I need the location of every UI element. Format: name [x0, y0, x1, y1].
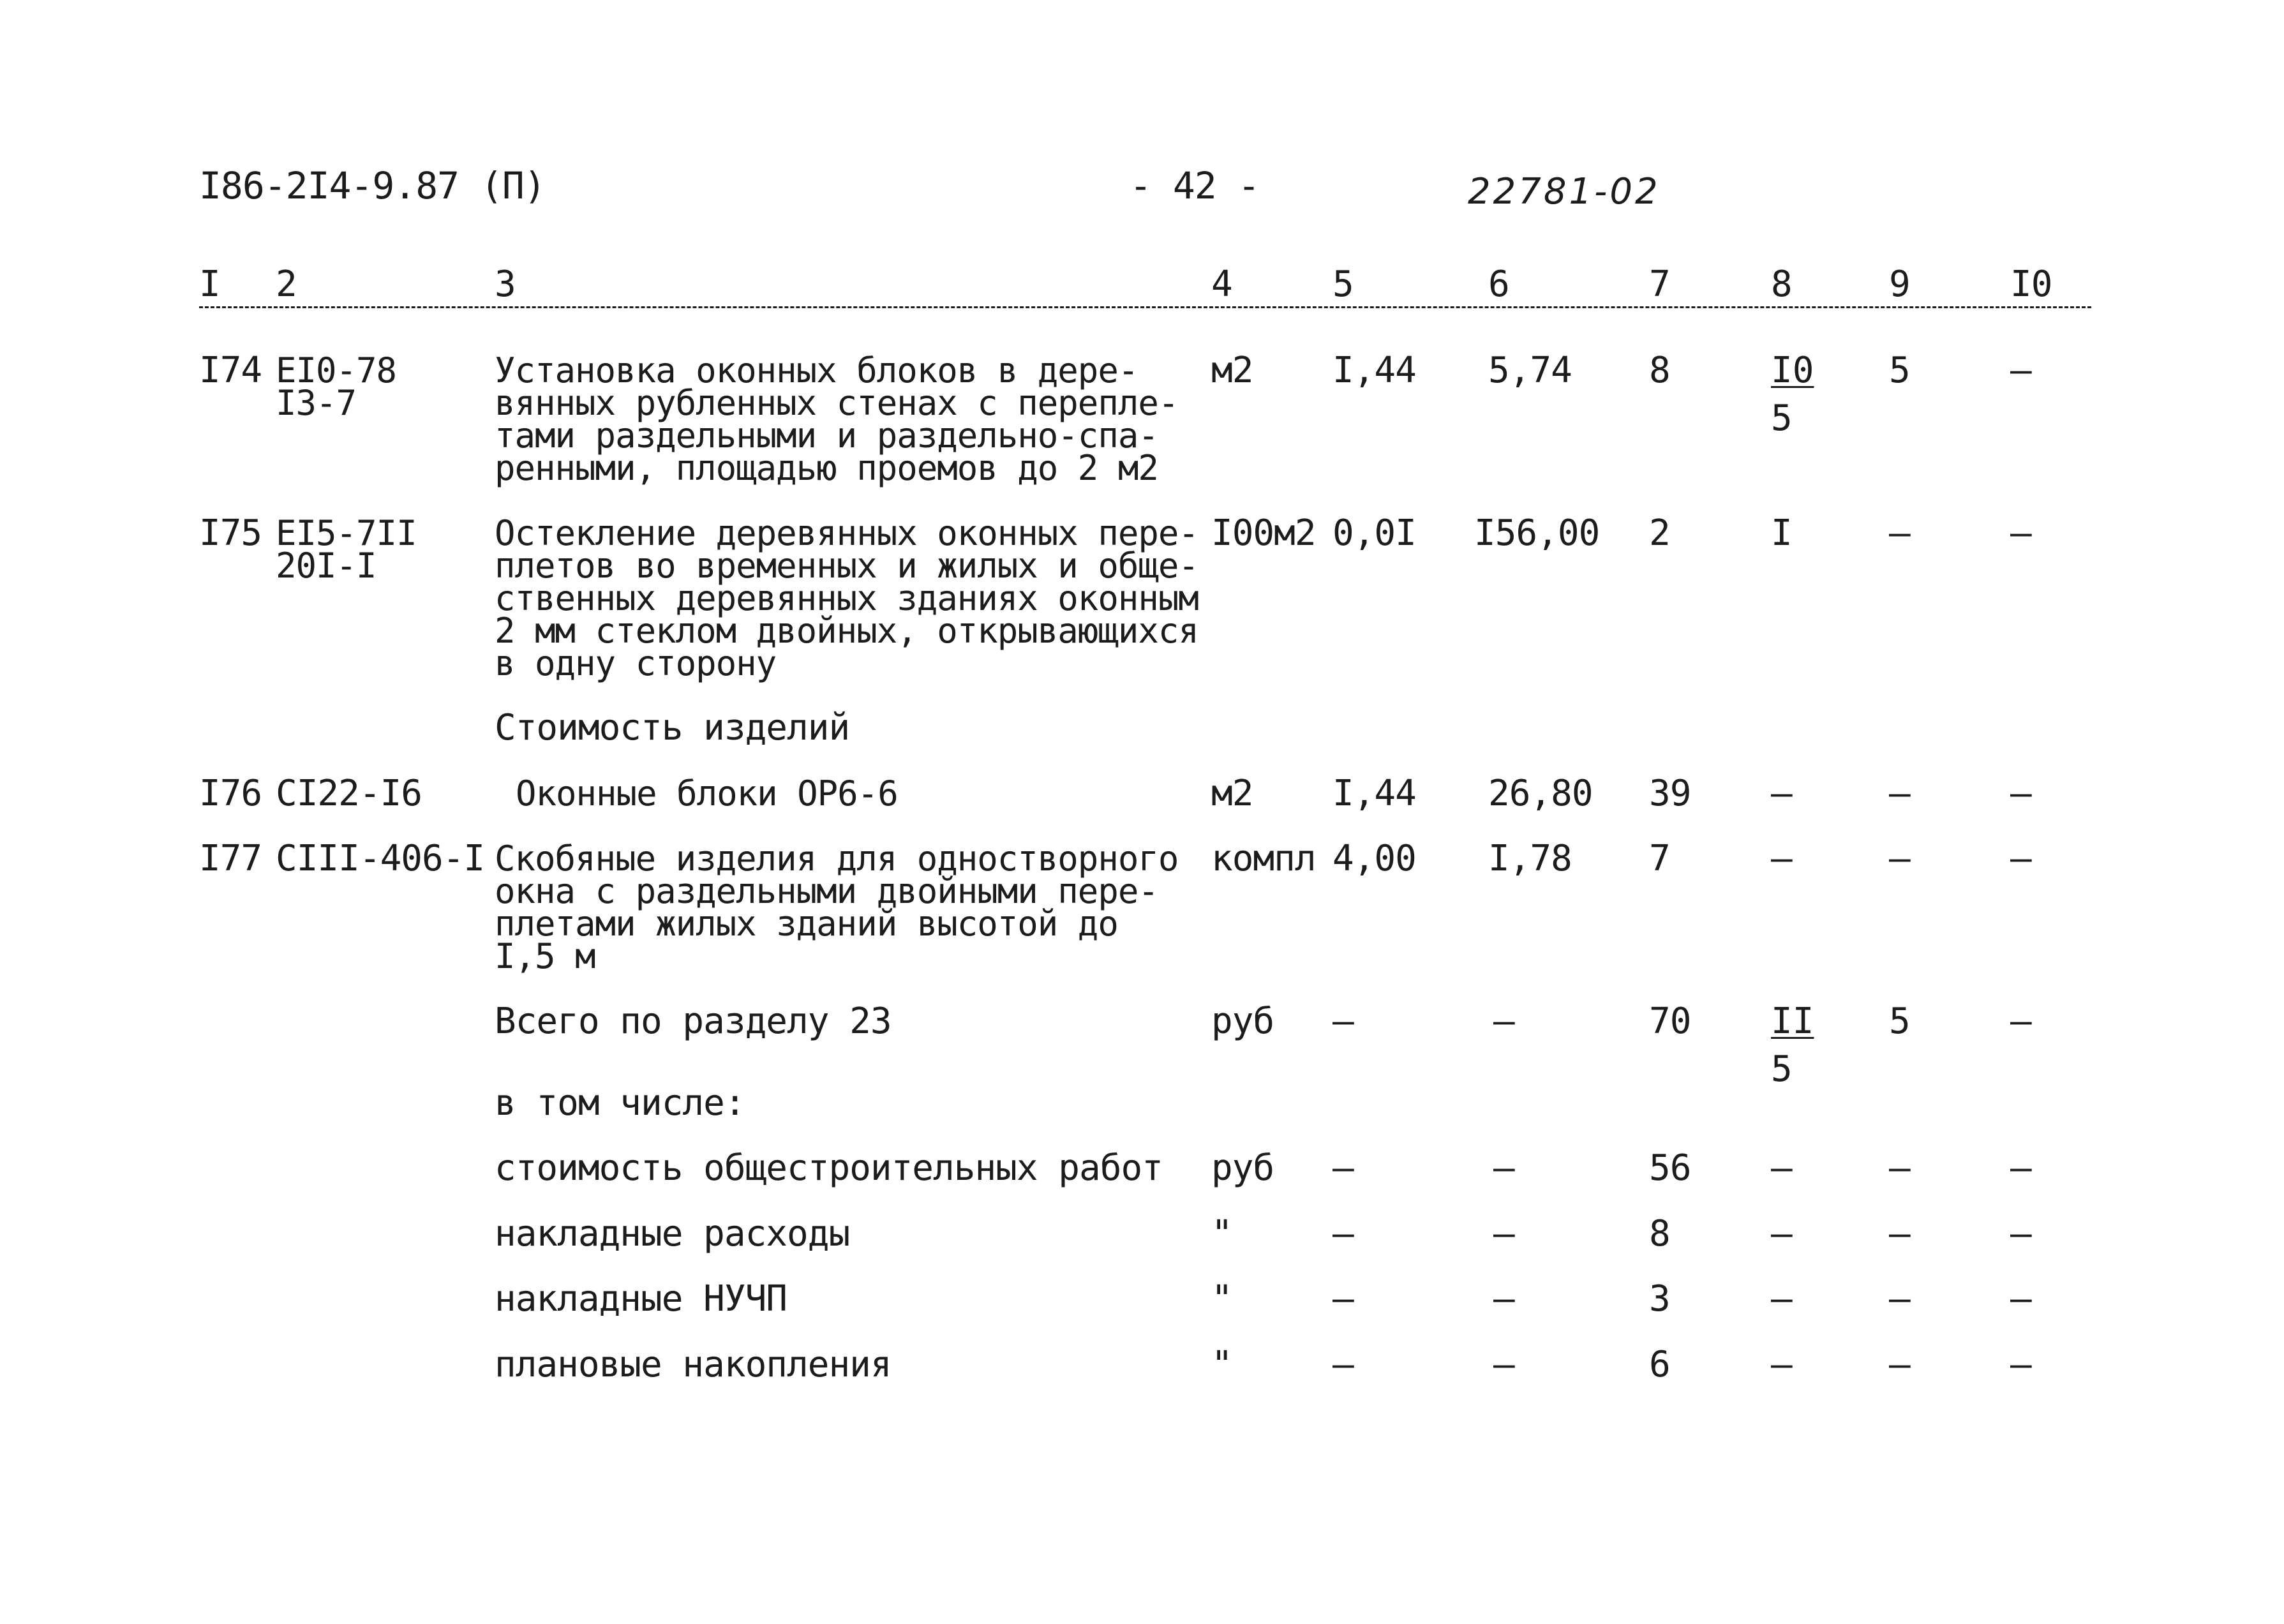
quantity: –: [1332, 1213, 1354, 1255]
column-7-value: 39: [1649, 773, 1691, 814]
column-9-value: –: [1889, 1278, 1910, 1320]
norm-code: ЕI5-7II 20I-I: [276, 513, 417, 586]
column-9-value: –: [1889, 1147, 1910, 1189]
total-label: Всего по разделу 23: [495, 1001, 892, 1042]
column-header-rule: [199, 306, 2091, 308]
row-number: I77: [199, 838, 262, 879]
column-number-10: I0: [2010, 264, 2052, 305]
column-7-value: 3: [1649, 1278, 1670, 1320]
column-7-value: 8: [1649, 350, 1670, 391]
column-9-value: –: [1889, 838, 1910, 879]
unit: ": [1211, 1278, 1232, 1320]
column-8-value-bottom: 5: [1771, 1048, 1792, 1090]
column-9-value: –: [1889, 773, 1910, 814]
breakdown-label: стоимость общестроительных работ: [495, 1147, 1163, 1189]
row-number: I76: [199, 773, 262, 814]
column-9-value: –: [1889, 1344, 1910, 1385]
work-description: Оконные блоки ОР6-6: [516, 773, 898, 814]
unit-price: I56,00: [1474, 512, 1600, 554]
column-number-3: 3: [495, 264, 516, 305]
quantity: –: [1332, 1344, 1354, 1385]
column-number-5: 5: [1332, 264, 1354, 305]
work-description: Остекление деревянных оконных пере- плетов во временных и жилых и обще- ственных деревянных зданиях оконным 2 мм стеклом двойных, открывающихся в одну сторону: [495, 513, 1198, 683]
column-8-value: –: [1771, 1147, 1792, 1189]
row-number: I74: [199, 350, 262, 391]
column-10-value: –: [2010, 838, 2031, 879]
column-10-value: –: [2010, 773, 2031, 814]
work-description: Установка оконных блоков в дере- вянных рубленных стенах с перепле- тами раздельными и раздельно-спа- ренными, площадью проемов до 2 м2: [495, 350, 1179, 488]
page-number: - 42 -: [1130, 164, 1260, 207]
unit: м2: [1211, 773, 1253, 814]
quantity: –: [1332, 1001, 1354, 1042]
column-number-1: I: [199, 264, 220, 305]
including-label: в том числе:: [495, 1082, 745, 1124]
column-7-value: 8: [1649, 1213, 1670, 1255]
norm-code: СI22-I6: [276, 773, 422, 814]
column-number-9: 9: [1889, 264, 1910, 305]
column-10-value: –: [2010, 1001, 2031, 1042]
quantity: –: [1332, 1147, 1354, 1189]
column-number-2: 2: [276, 264, 297, 305]
column-number-8: 8: [1771, 264, 1792, 305]
column-number-6: 6: [1488, 264, 1509, 305]
unit-price: –: [1493, 1278, 1514, 1320]
column-10-value: –: [2010, 1147, 2031, 1189]
column-9-value: –: [1889, 512, 1910, 554]
unit-price: 26,80: [1488, 773, 1593, 814]
column-number-7: 7: [1649, 264, 1670, 305]
column-8-value: –: [1771, 1344, 1792, 1385]
breakdown-label: плановые накопления: [495, 1344, 892, 1385]
unit-price: –: [1493, 1344, 1514, 1385]
column-8-value: I: [1771, 512, 1792, 554]
quantity: I,44: [1332, 773, 1416, 814]
unit: руб: [1211, 1001, 1274, 1042]
unit-price: 5,74: [1488, 350, 1572, 391]
column-7-value: 7: [1649, 838, 1670, 879]
column-9-value: 5: [1889, 350, 1910, 391]
unit-price: –: [1493, 1213, 1514, 1255]
work-description: Скобяные изделия для одностворного окна с раздельными двойными пере- плетами жилых зданий высотой до I,5 м: [495, 838, 1179, 976]
unit: м2: [1211, 350, 1253, 391]
unit-price: –: [1493, 1001, 1514, 1042]
unit-price: I,78: [1488, 838, 1572, 879]
column-7-value: 56: [1649, 1147, 1691, 1189]
breakdown-label: накладные НУЧП: [495, 1278, 787, 1320]
quantity: I,44: [1332, 350, 1416, 391]
column-10-value: –: [2010, 1344, 2031, 1385]
unit: компл: [1211, 838, 1316, 879]
column-8-value: –: [1771, 1213, 1792, 1255]
column-8-value-top: II: [1771, 1001, 1814, 1042]
column-7-value: 6: [1649, 1344, 1670, 1385]
column-7-value: 2: [1649, 512, 1670, 554]
column-8-value: –: [1771, 1278, 1792, 1320]
column-8-value-bottom: 5: [1771, 398, 1792, 439]
column-10-value: –: [2010, 1213, 2031, 1255]
norm-code: СIII-406-I: [276, 838, 485, 879]
column-8-value-top: I0: [1771, 350, 1814, 391]
column-10-value: –: [2010, 1278, 2031, 1320]
column-8-value: –: [1771, 773, 1792, 814]
unit: ": [1211, 1213, 1232, 1255]
handwritten-code: 22781-02: [1468, 171, 1661, 212]
unit-price: –: [1493, 1147, 1514, 1189]
unit: руб: [1211, 1147, 1274, 1189]
column-number-4: 4: [1211, 264, 1232, 305]
document-code: I86-2I4-9.87 (П): [199, 164, 546, 207]
row-number: I75: [199, 512, 262, 554]
column-8-value: –: [1771, 838, 1792, 879]
quantity: 4,00: [1332, 838, 1416, 879]
column-9-value: 5: [1889, 1001, 1910, 1042]
unit: ": [1211, 1344, 1232, 1385]
breakdown-label: накладные расходы: [495, 1213, 850, 1255]
norm-code: ЕI0-78 I3-7: [276, 350, 397, 423]
quantity: 0,0I: [1332, 512, 1416, 554]
section-title: Стоимость изделий: [495, 707, 850, 749]
column-10-value: –: [2010, 350, 2031, 391]
column-7-value: 70: [1649, 1001, 1691, 1042]
quantity: –: [1332, 1278, 1354, 1320]
column-9-value: –: [1889, 1213, 1910, 1255]
unit: I00м2: [1211, 512, 1316, 554]
column-10-value: –: [2010, 512, 2031, 554]
